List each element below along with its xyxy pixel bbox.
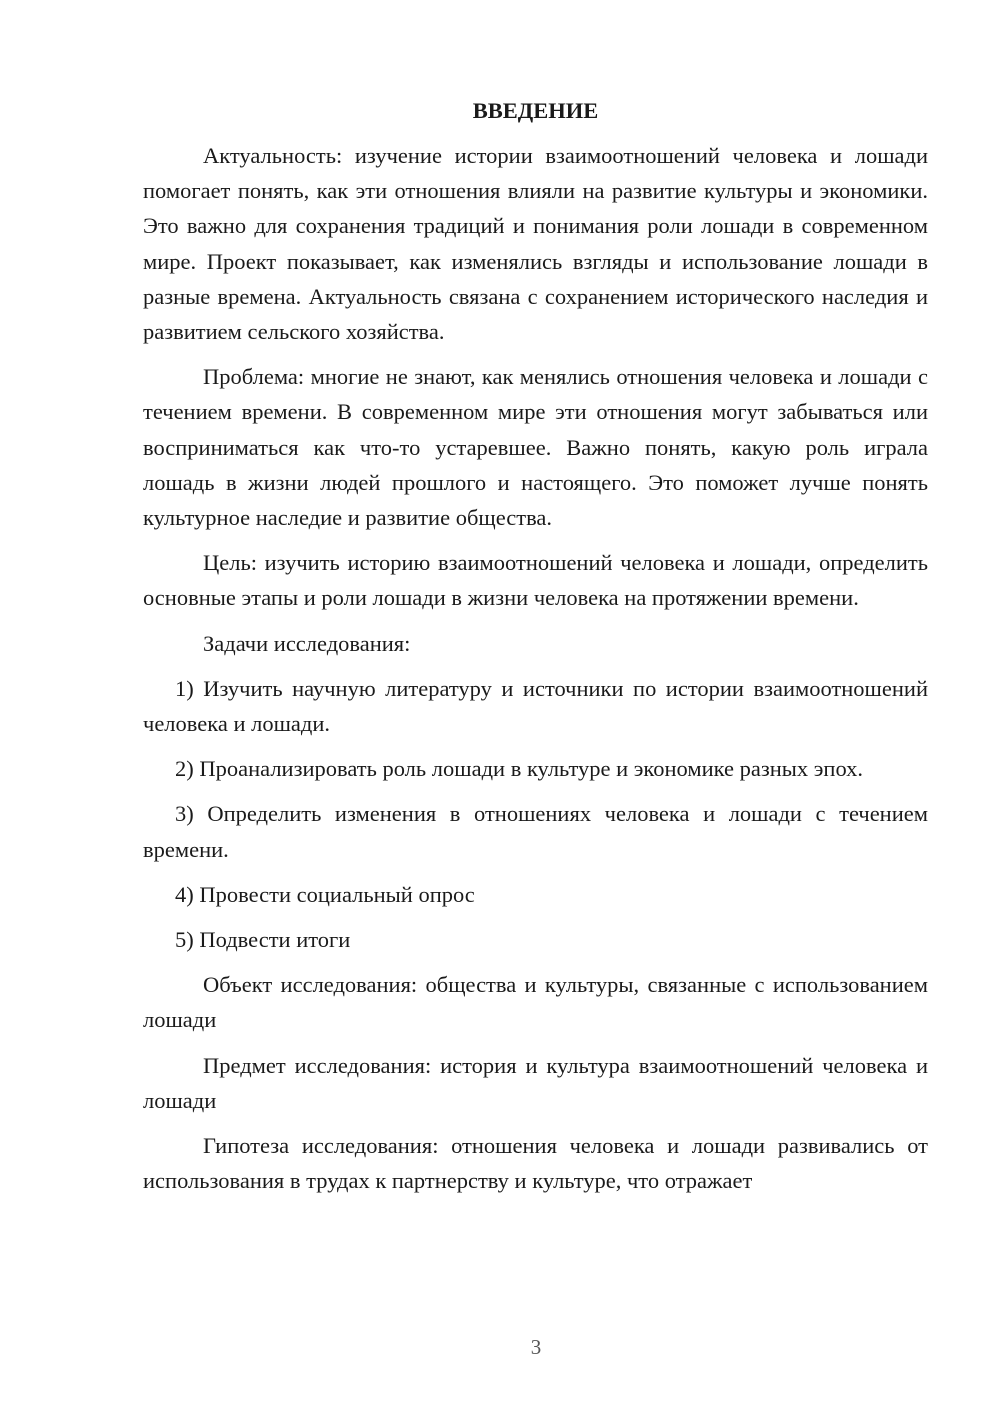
- section-title: ВВЕДЕНИЕ: [472, 98, 599, 123]
- hypothesis-paragraph: Гипотеза исследования: отношения человека и лошади развивались от использования в трудах к партнерству и культуре, что отражает: [143, 1133, 928, 1194]
- task-item-1: 1) Изучить научную литературу и источники по истории взаимоотношений человека и лошади.: [143, 675, 928, 737]
- tasks-heading: Задачи исследования:: [203, 630, 411, 656]
- page-content: [143, 93, 928, 1208]
- page-number: 3: [530, 1335, 542, 1359]
- subject-paragraph: Предмет исследования: история и культура взаимоотношений человека и лошади: [143, 1052, 928, 1113]
- goal-paragraph: Цель: изучить историю взаимоотношений человека и лошади, определить основные этапы и роли лошади в жизни человека на протяжении времени.: [143, 550, 928, 611]
- task-item-4: 4) Провести социальный опрос: [175, 881, 475, 907]
- task-item-3: 3) Определить изменения в отношениях человека и лошади с течением времени.: [143, 801, 928, 862]
- object-paragraph: Объект исследования: общества и культуры, связанные с использованием лошади: [143, 972, 928, 1033]
- problem-paragraph: Проблема: многие не знают, как менялись отношения человека и лошади с течением времени. В современном мире эти отношения могут забываться или восприниматься как что-то устаревшее. Важно понять, какую роль играла лошадь в жизни людей прошлого и настоящего. Это поможет лучше понять культурное наследие и развитие общества.: [143, 364, 928, 531]
- relevance-paragraph: Актуальность: изучение истории взаимоотношений человека и лошади помогает понять, как эти отношения влияли на развитие культуры и экономики. Это важно для сохранения традиций и понимания роли лошади в современном мире. Проект показывает, как изменялись взгляды и использование лошади в разные времена. Актуальность связана с сохранением исторического наследия и развитием сельского хозяйства.: [143, 143, 928, 345]
- task-item-5: 5) Подвести итоги: [175, 927, 351, 953]
- task-item-2: 2) Проанализировать роль лошади в культуре и экономике разных эпох.: [175, 756, 864, 782]
